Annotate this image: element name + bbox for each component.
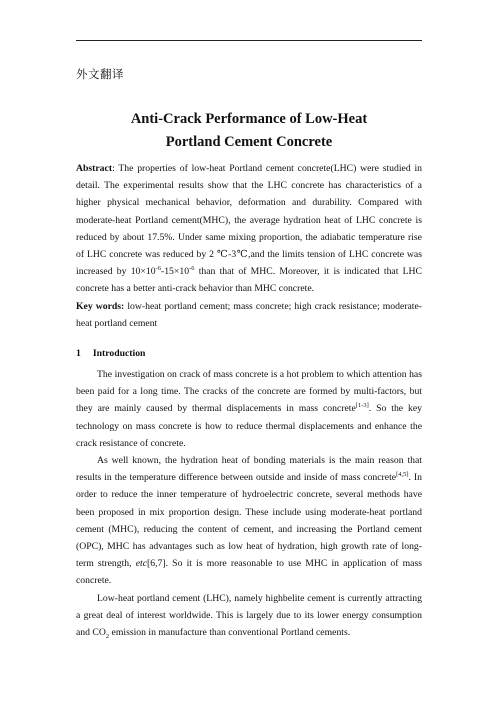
paragraph-text: . In order to reduce the inner temperature of hydroelectric concrete, several methods have been proposed in mix proportion design. These include using moderate-heat portland cement (MHC), reducing the content of cement, and increasing the Portland cement (OPC), MHC has advantages such as low heat of hydration, high growth rate of long-term strength,: [76, 472, 422, 570]
abstract-paragraph: [76, 160, 422, 298]
section-label: 外文翻译: [76, 67, 124, 81]
keywords-text: low-heat portland cement; mass concrete; high crack resistance; moderate-heat portland cement: [76, 301, 422, 330]
abstract-text: -15×10: [160, 266, 190, 278]
exponent: -6: [189, 264, 195, 272]
keywords-paragraph: [76, 298, 422, 332]
paragraph-text: [6,7]. So it is more reasonable to use MHC in application of mass concrete.: [76, 558, 422, 587]
abstract-label: Abstract: [76, 163, 113, 174]
paragraph: [76, 590, 422, 642]
section-number: 1: [76, 348, 81, 359]
paragraph-text: The investigation on crack of mass concrete is a hot problem to which attention has been paid for a long time. The cracks of the concrete are formed by multi-factors, but they are mainly caused by thermal displacements in mass concrete: [76, 369, 422, 415]
paragraph-text: Low-heat portland cement (LHC), namely highbelite cement is currently attracting a great deal of interest worldwide. This is largely due to its lower energy consumption and CO: [76, 592, 422, 639]
paper-title-line-2: Portland Cement Concrete: [165, 134, 333, 150]
etc-text: etc: [135, 558, 148, 570]
section-heading: [76, 348, 145, 359]
header-rule: [76, 40, 422, 41]
paragraph: [76, 366, 422, 452]
paragraph: [76, 452, 422, 590]
exponent: -6: [155, 264, 161, 272]
paragraph-text: As well known, the hydration heat of bonding materials is the main reason that results in the temperature difference between outside and inside of mass concrete: [76, 455, 422, 484]
citation: [1-3]: [355, 402, 369, 410]
introduction-body: [76, 366, 422, 641]
citation: [4,5]: [396, 470, 409, 478]
keywords-label: Key words:: [76, 301, 125, 312]
subscript: 2: [105, 632, 110, 640]
abstract-text: than that of MHC. Moreover, it is indicated that LHC concrete has a better anti-crack behavior than MHC concrete.: [76, 266, 422, 295]
abstract-text: : The properties of low-heat Portland cement concrete(LHC) were studied in detail. The experimental results show that the LHC concrete has characteristics of a higher physical mechanical behavior, deformation and durability. Compared with moderate-heat Portland cement(MHC), the average hydration heat of LHC concrete is reduced by about 17.5%. Under same mixing proportion, the adiabatic temperature rise of LHC concrete was reduced by 2 ℃-3℃,and the limits tension of LHC concrete was increased by 10×10: [76, 163, 422, 278]
paragraph-text: . So the key technology on mass concrete is how to reduce thermal displacements and enhance the crack resistance of concrete.: [76, 403, 422, 449]
section-title: Introduction: [92, 348, 146, 359]
paper-title-line-1: Anti-Crack Performance of Low-Heat: [130, 111, 368, 127]
paragraph-text: emission in manufacture than conventional Portland cements.: [109, 627, 351, 639]
